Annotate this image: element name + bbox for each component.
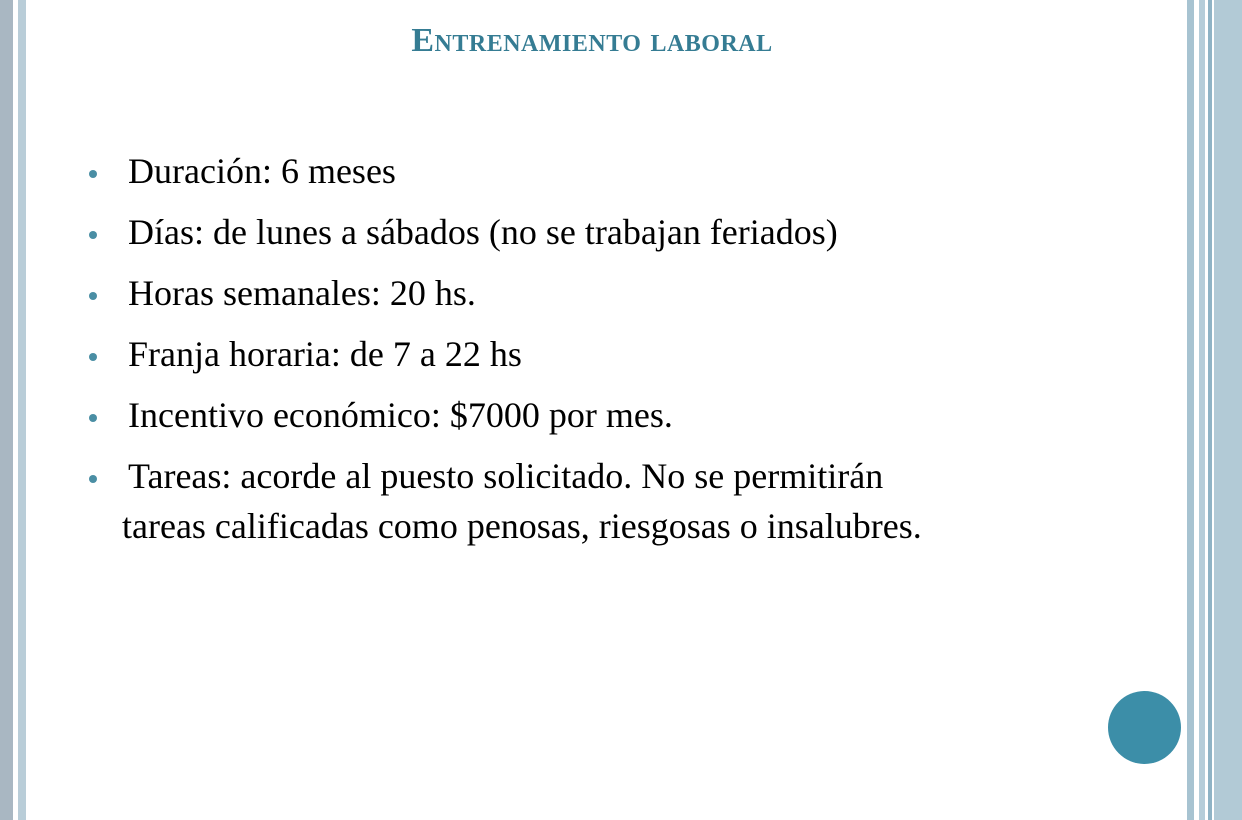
bullet-dot-icon <box>89 170 97 178</box>
bullet-dot-icon <box>89 231 97 239</box>
left-border-stripe <box>0 0 13 820</box>
bullet-text: Incentivo económico: $7000 por mes. <box>128 395 673 435</box>
bullet-text: Tareas: acorde al puesto solicitado. No se permitirán <box>128 456 884 496</box>
bullet-dot-icon <box>89 353 97 361</box>
bullet-dot-icon <box>89 292 97 300</box>
bullet-text-continuation: tareas calificadas como penosas, riesgosas o insalubres. <box>122 506 922 546</box>
bullet-text: Días: de lunes a sábados (no se trabajan feriados) <box>128 212 838 252</box>
left-border-stripe-inner <box>18 0 26 820</box>
bullet-text: Duración: 6 meses <box>128 151 396 191</box>
right-border-stripe <box>1187 0 1194 820</box>
bullet-item <box>86 146 1086 196</box>
bullet-list <box>86 146 1086 562</box>
corner-circle-decoration <box>1108 691 1181 764</box>
bullet-item <box>86 451 1086 551</box>
right-border-stripe <box>1214 0 1242 820</box>
bullet-text: Horas semanales: 20 hs. <box>128 273 476 313</box>
bullet-text: Franja horaria: de 7 a 22 hs <box>128 334 522 374</box>
bullet-item <box>86 268 1086 318</box>
bullet-item <box>86 390 1086 440</box>
slide-title: Entrenamiento laboral <box>411 22 773 59</box>
bullet-item <box>86 207 1086 257</box>
bullet-dot-icon <box>89 475 97 483</box>
bullet-dot-icon <box>89 414 97 422</box>
bullet-item <box>86 329 1086 379</box>
